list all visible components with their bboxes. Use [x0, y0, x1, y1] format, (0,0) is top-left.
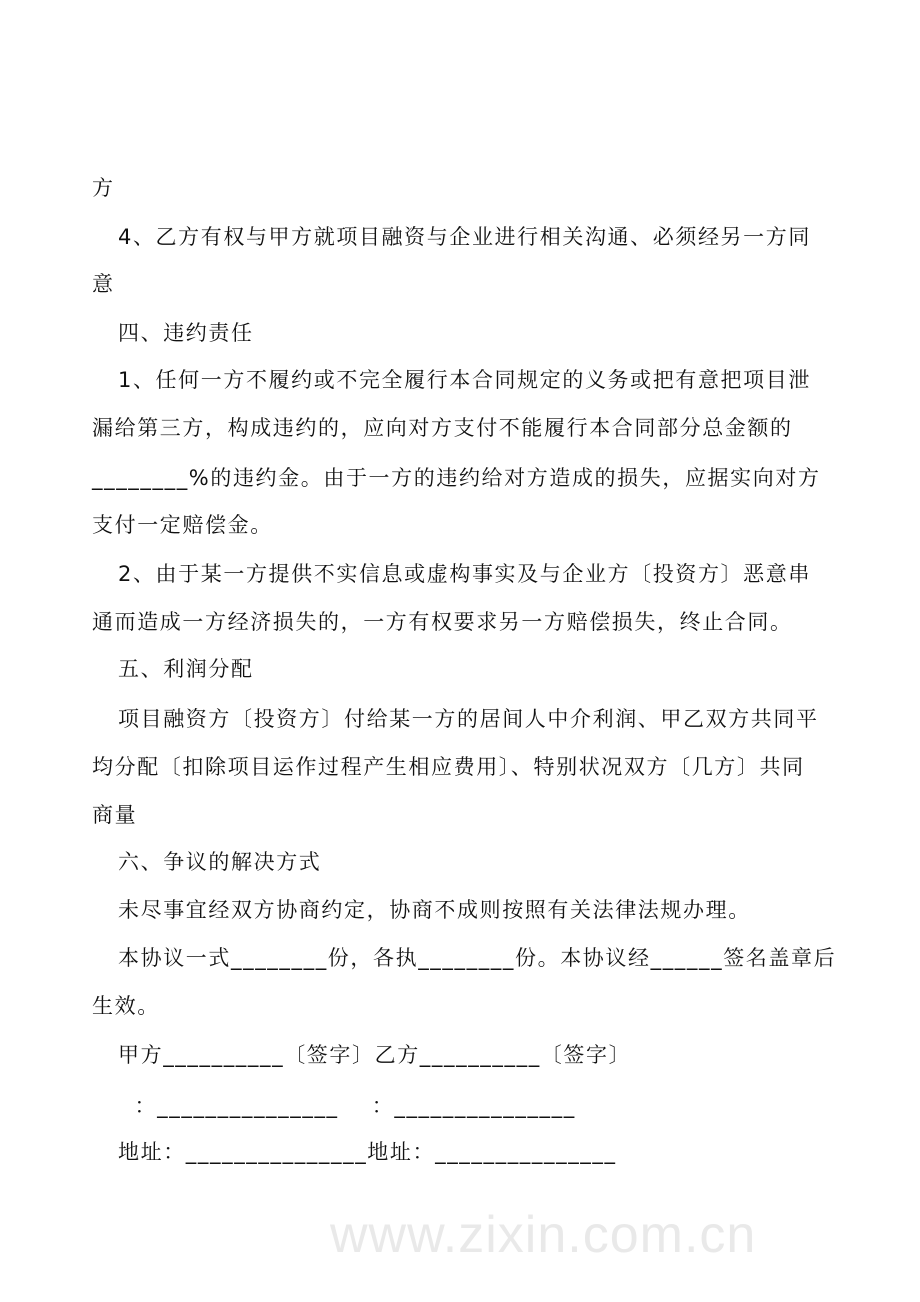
paragraph-line: 方 — [92, 176, 115, 200]
clause-2-line: 2、由于某一方提供不实信息或虚构事实及与企业方〔投资方〕恶意串 — [118, 562, 811, 586]
signature-line: 甲方__________〔签字〕乙方__________〔签字〕 — [118, 1043, 632, 1067]
blank-field-line: ：_______________ ：_______________ — [118, 1094, 576, 1118]
paragraph-line: 生效。 — [92, 994, 160, 1018]
section-heading-breach: 四、违约责任 — [118, 321, 254, 345]
paragraph-line: 商量 — [92, 803, 138, 827]
copies-line: 本协议一式________份，各执________份。本协议经______签名盖章后 — [118, 946, 837, 970]
section-heading-profit: 五、利润分配 — [118, 657, 254, 681]
profit-line: 项目融资方〔投资方〕付给某一方的居间人中介利润、甲乙双方共同平 — [118, 707, 819, 731]
clause-4-line: 4、乙方有权与甲方就项目融资与企业进行相关沟通、必须经另一方同 — [118, 225, 811, 249]
paragraph-line: ________%的违约金。由于一方的违约给对方造成的损失，应据实向对方 — [92, 466, 821, 490]
paragraph-line: 漏给第三方，构成违约的，应向对方支付不能履行本合同部分总金额的 — [92, 416, 793, 440]
clause-1-line: 1、任何一方不履约或不完全履行本合同规定的义务或把有意把项目泄 — [118, 368, 811, 392]
paragraph-line: 通而造成一方经济损失的，一方有权要求另一方赔偿损失，终止合同。 — [92, 610, 793, 634]
paragraph-line: 均分配〔扣除项目运作过程产生相应费用〕、特别状况双方〔几方〕共同 — [92, 755, 805, 779]
address-line: 地址：_______________地址：_______________ — [118, 1140, 617, 1164]
paragraph-line: 支付一定赔偿金。 — [92, 513, 273, 537]
paragraph-line: 意 — [92, 272, 115, 296]
watermark: www.zixin.com.cn — [330, 1206, 757, 1264]
dispute-line: 未尽事宜经双方协商约定，协商不成则按照有关法律法规办理。 — [118, 898, 751, 922]
section-heading-dispute: 六、争议的解决方式 — [118, 850, 322, 874]
